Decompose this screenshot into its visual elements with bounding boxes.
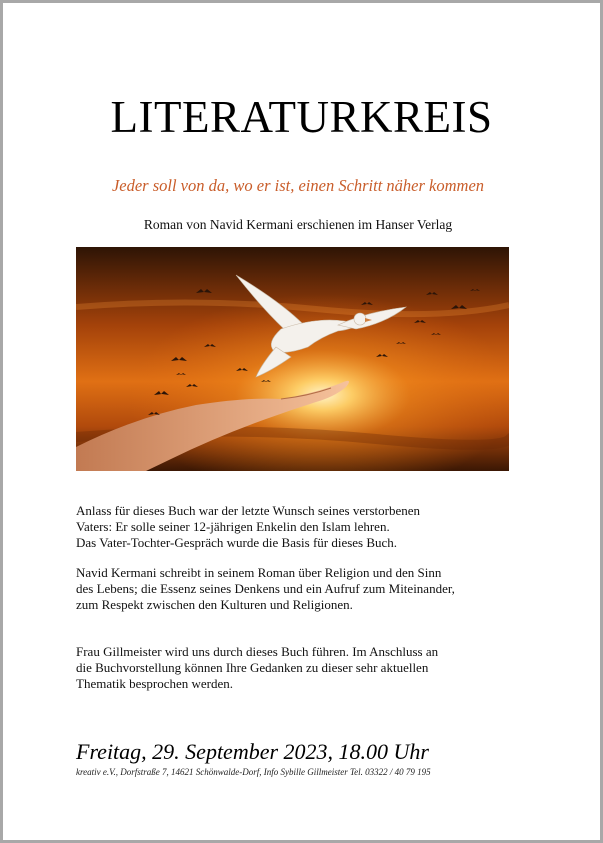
paragraph-line: Anlass für dieses Buch war der letzte Wunsch seines verstorbenen: [76, 503, 420, 518]
paragraph-line: Vaters: Er solle seiner 12-jährigen Enkelin den Islam lehren.: [76, 519, 390, 534]
event-date: Freitag, 29. September 2023, 18.00 Uhr: [76, 739, 429, 764]
book-byline: Roman von Navid Kermani erschienen im Hanser Verlag: [143, 217, 453, 232]
dove-hand-sunset-icon: [76, 247, 509, 471]
paragraph-line: Das Vater-Tochter-Gespräch wurde die Basis für dieses Buch.: [76, 535, 398, 550]
paragraph-line: die Buchvorstellung können Ihre Gedanken zu dieser sehr aktuellen: [76, 660, 429, 675]
paragraph-line: zum Respekt zwischen den Kulturen und Religionen.: [76, 597, 353, 612]
host-paragraph: [76, 644, 546, 692]
paragraph-line: Thematik besprochen werden.: [76, 676, 234, 691]
paragraph-line: Navid Kermani schreibt in seinem Roman über Religion und den Sinn: [76, 565, 442, 580]
contact-info: kreativ e.V., Dorfstraße 7, 14621 Schönwalde-Dorf, Info Sybille Gillmeister Tel. 03322 / 40 79 195: [76, 767, 431, 777]
paragraph-line: Frau Gillmeister wird uns durch dieses Buch führen. Im Anschluss an: [76, 644, 439, 659]
page-title: LITERATURKREIS: [110, 92, 493, 142]
cover-photo: [76, 247, 509, 471]
paragraph-line: des Lebens; die Essenz seines Denkens und ein Aufruf zum Miteinander,: [76, 581, 455, 596]
content-paragraph: [76, 565, 546, 613]
intro-paragraph: [76, 503, 546, 551]
motto-subtitle: Jeder soll von da, wo er ist, einen Schritt näher kommen: [111, 176, 485, 195]
